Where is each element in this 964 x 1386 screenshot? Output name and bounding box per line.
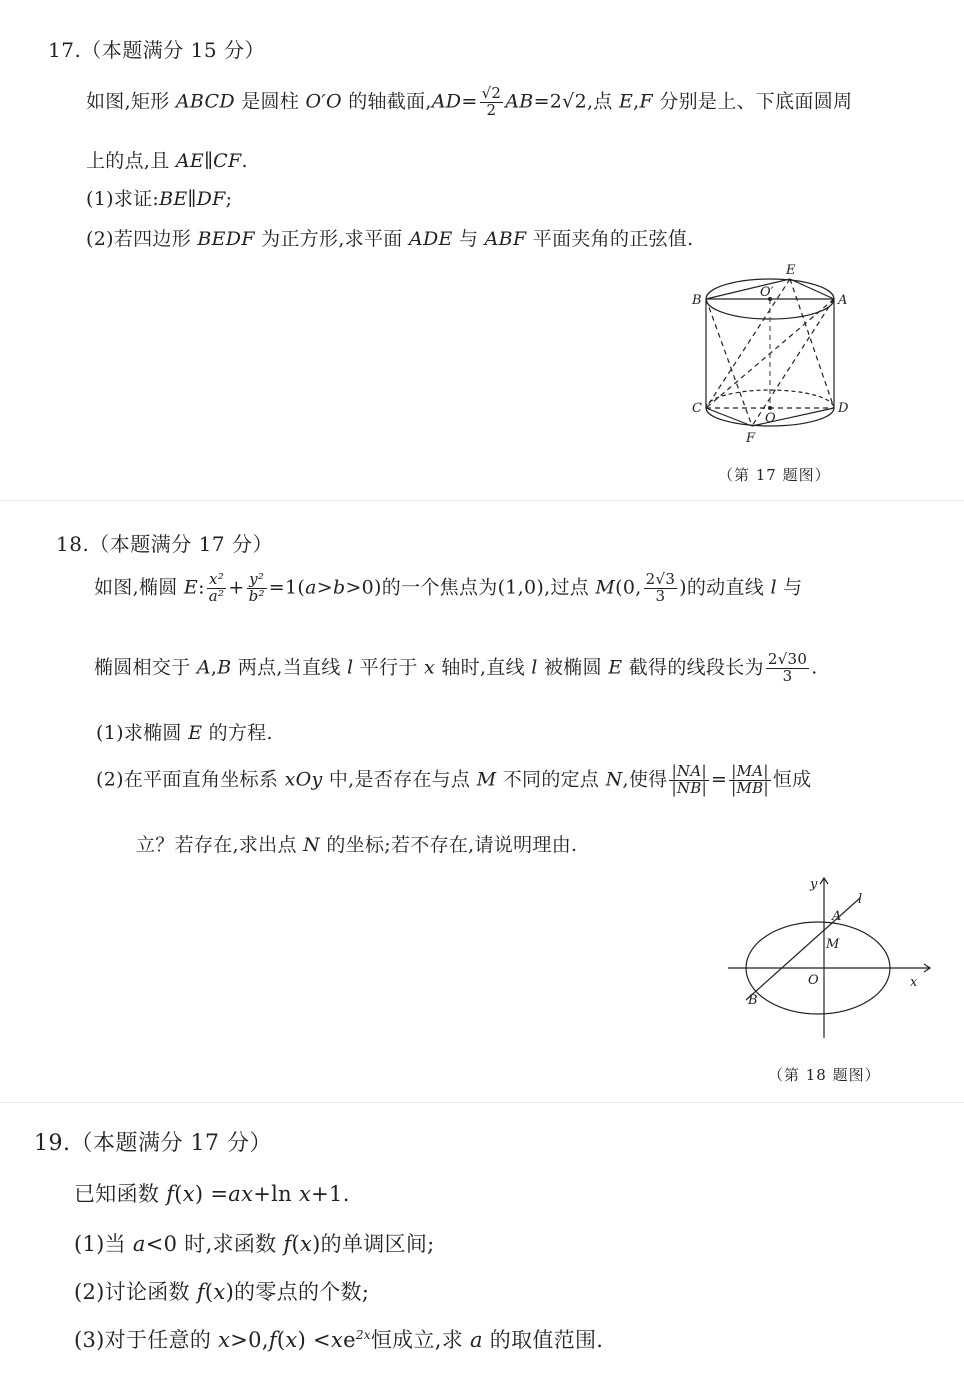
q18-stem-line1 [94,572,802,605]
q18-text: (0, [615,576,642,599]
q18-frac-m: $\frac{2√3}{3}$ [645,570,676,605]
q18-text: , [210,656,218,679]
q19-text: (2)讨论函数 [74,1280,197,1304]
q17-cylinder-label: O′O [305,90,342,113]
q19-text: ) < [297,1328,331,1352]
q18-var: b [332,576,346,599]
q18-text: >0)的一个焦点为(1,0),过点 [345,576,596,599]
q18-var: N [605,768,623,791]
q17-text: . [241,150,248,172]
q19-text: ( [204,1280,214,1304]
q17-text: 为正方形,求平面 [254,228,409,250]
q18-line-l: l [770,576,777,599]
q17-text: (1)求证: [86,188,160,210]
q18-var: B [217,656,232,679]
q18-part2-cont [136,830,577,857]
q18-text: 椭圆相交于 [94,656,197,679]
q19-text: ( [291,1232,301,1256]
q18-stem-line2 [94,652,818,685]
q17-text: , [633,90,640,113]
q18-frac-m2: $\frac{|MA|}{|MB|}$ [731,762,769,797]
q17-ad: AD [431,90,462,113]
q18-part1 [96,718,273,745]
q17-text: ,点 [586,90,619,113]
q17-header: 17.（本题满分 15 分） [48,38,265,62]
q19-stem [74,1178,350,1208]
q18-text: )的动直线 [679,576,771,599]
q18-text: 两点,当直线 [231,656,348,679]
q17-text: 上的点,且 [86,150,176,172]
q19-var: x [285,1328,298,1352]
q18-var: A [196,656,211,679]
q17-fraction: $\frac{√2}{2}$ [481,84,502,119]
label-e: E [786,263,796,278]
label-x: x [910,975,918,990]
q18-text: . [811,656,818,679]
segment-ea [790,279,834,299]
q19-var: f [196,1280,205,1304]
q19-var: x [298,1182,312,1206]
q17-text: 平面夹角的正弦值. [526,228,694,250]
q19-text: )的单调区间; [312,1232,435,1256]
q17-plane: ABF [484,228,527,250]
q18-frac-y: $\frac{\text{y²}}{\text{b²}}$ [248,570,265,605]
q17-text: 是圆柱 [234,90,306,113]
q18-var: a [305,576,317,599]
q19-part2 [74,1276,369,1306]
q19-var: x [218,1328,231,1352]
q18-text: 立？若存在,求出点 [136,834,304,856]
label-a: A [838,293,848,308]
label-y: y [810,877,818,892]
label-f: F [746,431,756,446]
q19-var: ax [228,1182,254,1206]
q17-eq: = [461,90,478,113]
q18-text: 与 [776,576,803,599]
q19-var: f [268,1328,277,1352]
q18-text: 截得的线段长为 [622,656,764,679]
q18-frac-n: $\frac{|NA|}{|NB|}$ [671,762,707,797]
q17-value: =2√2 [533,90,587,113]
q19-text: +ln [253,1182,299,1206]
q18-text: + [228,576,245,599]
label-a: A [832,909,842,924]
label-b: B [748,993,758,1008]
segment-cf [706,408,752,426]
q17-stem-line1 [86,86,852,119]
q17-ab: AB [505,90,534,113]
q19-text: ( [276,1328,286,1352]
q17-part1 [86,184,232,211]
q18-text: 如图,椭圆 [94,576,184,599]
q17-plane: ADE [408,228,453,250]
q18-var: M [476,768,497,791]
q17-text: 如图,矩形 [86,90,176,113]
q17-text: (2)若四边形 [86,228,198,250]
q18-frac-x: $\frac{\text{x²}}{\text{a²}}$ [208,570,225,605]
q19-var: e [343,1328,356,1352]
q18-part2 [96,764,811,797]
q18-text: 轴时,直线 [435,656,532,679]
q18-text: ,使得 [622,768,668,791]
q17-text: 的轴截面, [341,90,432,113]
q19-header: 19.（本题满分 17 分） [34,1131,272,1156]
q18-var: E [608,656,623,679]
q19-var: a [132,1232,146,1256]
q18-var: l [347,656,354,679]
label-o1: O′ [760,285,774,300]
q19-part3 [74,1324,603,1354]
q19-text: (3)对于任意的 [74,1328,219,1352]
q17-text: 与 [452,228,485,250]
q18-text: : [198,576,205,599]
q19-text: ( [174,1182,183,1206]
q19-var: x [330,1328,344,1352]
q17-cylinder-figure [680,258,860,448]
q18-var: N [303,834,321,856]
q18-caption: （第 18 题图） [768,1066,881,1084]
q19-text: 已知函数 [74,1182,167,1206]
q17-part2 [86,224,694,251]
point-o [768,406,772,410]
q19-var: x [300,1232,313,1256]
q18-text: 不同的定点 [496,768,606,791]
label-c: C [692,401,702,416]
q18-text: (2)在平面直角坐标系 [96,768,285,791]
segment-be [706,279,790,299]
label-b: B [692,293,702,308]
q19-var: f [166,1182,175,1206]
label-l: l [858,892,863,907]
q19-text: +1. [311,1182,350,1206]
q18-text: 平行于 [353,656,424,679]
q17-parallel: BE∥DF [159,188,226,210]
q19-text: ) = [194,1182,229,1206]
q19-var: x [182,1182,195,1206]
q18-frac-length: $\frac{2√30}{3}$ [767,650,808,685]
q18-text: 恒成 [772,768,812,791]
q17-quad: BEDF [197,228,255,250]
q19-text: >0, [230,1328,269,1352]
q17-text: 分别是上、下底面圆周 [652,90,853,113]
q18-text: 的坐标;若不存在,请说明理由. [320,834,578,856]
q18-text: 的方程. [202,722,273,744]
q18-point-m: M [595,576,616,599]
line-l [746,898,860,1000]
q18-text: 被椭圆 [537,656,609,679]
q18-text: (1)求椭圆 [96,722,189,744]
q19-text: 的取值范围. [482,1328,604,1352]
q18-var: xOy [284,768,323,791]
q17-caption: （第 17 题图） [718,466,831,484]
q17-parallel: AE∥CF [175,150,242,172]
label-m: M [826,937,840,952]
label-o: O [808,973,819,988]
q17-text: ; [225,188,233,210]
q18-var: l [531,656,538,679]
q19-var: x [213,1280,226,1304]
label-o: O [765,411,776,426]
q17-rect-label: ABCD [175,90,235,113]
q19-text: (1)当 [74,1232,133,1256]
q19-text: 恒成立,求 [370,1328,470,1352]
q19-exponent: 2x [355,1328,371,1342]
q18-header: 18.（本题满分 17 分） [56,532,273,556]
divider [0,1102,964,1103]
q19-text: )的零点的个数; [225,1280,370,1304]
q19-text: <0 时,求函数 [145,1232,284,1256]
q18-text: > [316,576,333,599]
label-d: D [838,401,849,416]
q18-text: = [710,768,728,791]
q18-text: =1( [268,576,306,599]
q19-part1 [74,1228,435,1258]
q18-var: E [188,722,203,744]
q18-text: 中,是否存在与点 [322,768,477,791]
segment-ed [790,279,834,408]
divider [0,500,964,501]
q19-var: f [283,1232,292,1256]
q17-stem-line2 [86,146,248,173]
q19-var: a [470,1328,483,1352]
q17-point-f: F [639,90,653,113]
segment-ec [706,279,790,408]
q18-ellipse-figure [720,870,940,1050]
q17-point-e: E [618,90,634,113]
q18-var: x [424,656,436,679]
q18-ellipse-label: E [183,576,199,599]
